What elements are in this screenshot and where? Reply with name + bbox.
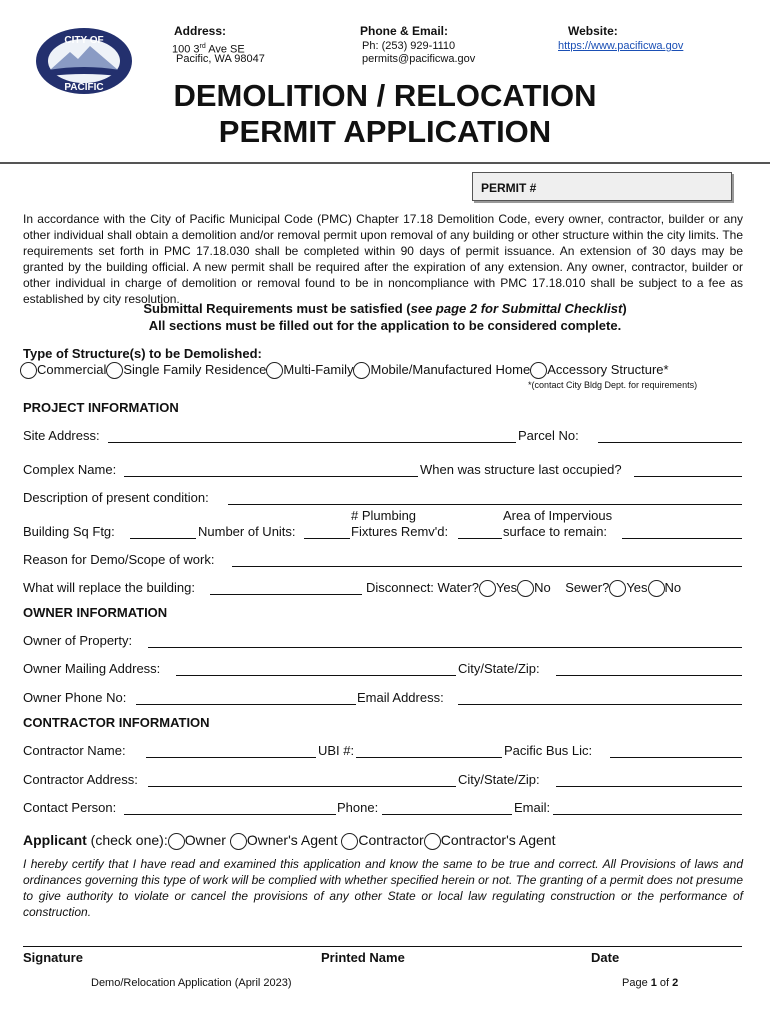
contractor-info-heading: CONTRACTOR INFORMATION — [23, 715, 210, 730]
bus-lic-label: Pacific Bus Lic: — [504, 743, 593, 758]
num-units-field[interactable] — [304, 538, 350, 539]
replace-label: What will replace the building: — [23, 580, 195, 595]
impervious-field[interactable] — [622, 538, 742, 539]
sewer-yes-radio[interactable] — [609, 580, 626, 597]
phone-email-label: Phone & Email: — [360, 24, 449, 38]
logo-bottom-text: PACIFIC — [64, 82, 104, 93]
submittal-requirements: Submittal Requirements must be satisfied (see page 2 for Submittal Checklist) — [143, 301, 627, 316]
phone-number: Ph: (253) 929-1110 — [362, 40, 456, 52]
contractor-phone-field[interactable] — [382, 814, 512, 815]
address-line2: Pacific, WA 98047 — [176, 53, 265, 65]
bus-lic-field[interactable] — [610, 757, 742, 758]
last-occupied-label: When was structure last occupied? — [420, 462, 622, 477]
address-line1: 100 3rd Ave SE — [172, 43, 245, 56]
owner-phone-field[interactable] — [136, 704, 356, 705]
radio-accessory-structure[interactable] — [530, 362, 547, 379]
contractor-city-field[interactable] — [556, 786, 742, 787]
ubi-field[interactable] — [356, 757, 502, 758]
applicant-owners-agent-radio[interactable] — [230, 833, 247, 850]
owner-city-label: City/State/Zip: — [458, 661, 540, 676]
water-yes-radio[interactable] — [479, 580, 496, 597]
parcel-no-label: Parcel No: — [518, 428, 579, 443]
printed-name-label: Printed Name — [321, 950, 405, 965]
applicant-label: Applicant — [23, 832, 87, 848]
owner-city-field[interactable] — [556, 675, 742, 676]
property-owner-field[interactable] — [148, 647, 742, 648]
page-number: Page 1 of 2 — [622, 977, 679, 989]
site-address-field[interactable] — [108, 442, 516, 443]
applicant-row: Applicant (check one): Owner Owner's Agent Contractor Contractor's Agent — [23, 832, 556, 848]
radio-single-family[interactable] — [106, 362, 123, 379]
header-divider — [0, 162, 770, 164]
contractor-name-label: Contractor Name: — [23, 743, 126, 758]
logo-top-text: CITY OF — [64, 35, 104, 46]
radio-mobile-home[interactable] — [353, 362, 370, 379]
signature-label: Signature — [23, 950, 83, 965]
website-link[interactable]: https://www.pacificwa.gov — [558, 40, 684, 52]
contractor-email-label: Email: — [514, 800, 551, 815]
last-occupied-field[interactable] — [634, 476, 742, 477]
website-label: Website: — [568, 24, 618, 38]
intro-paragraph: In accordance with the City of Pacific Municipal Code (PMC) Chapter 17.18 Demolition Code, every owner, contractor, builder or any other individual shall obtain a demolition and/or removal permit upon removal of any building or other structure within the city limits. The requirements set forth in PMC 17.18.030 shall be completed within 90 days of permit issuance. An extension of 30 days may be granted by the building official. A new permit shall be required after the expiration of any extension. Any owner, contractor, builder or other individual in charge of demolition or removal found to be in noncompliance with PMC 17.18.010 shall be subject to a fee as established by city resolution. — [23, 212, 743, 306]
contractor-name-field[interactable] — [146, 757, 316, 758]
parcel-no-field[interactable] — [598, 442, 742, 443]
signature-line[interactable] — [23, 946, 742, 947]
certification-statement: I hereby certify that I have read and examined this application and know the same to be true and correct. All Provisions of laws and ordinances governing this type of work will be complied with whether specified herein or not. The granting of a permit does not presume to give authority to violate or cancel the provisions of any other State or local law regulating construction or the performance of construction. — [23, 857, 743, 919]
plumbing-label-1: # Plumbing — [351, 508, 417, 523]
footer-form-name: Demo/Relocation Application (April 2023) — [91, 977, 292, 989]
complex-name-field[interactable] — [124, 476, 418, 477]
reason-label: Reason for Demo/Scope of work: — [23, 552, 215, 567]
impervious-label-1: Area of Impervious — [503, 508, 613, 523]
structure-note: *(contact City Bldg Dept. for requirements) — [528, 380, 698, 390]
date-label: Date — [591, 950, 620, 965]
radio-multi-family[interactable] — [266, 362, 283, 379]
plumbing-field[interactable] — [458, 538, 502, 539]
reason-field[interactable] — [232, 566, 742, 567]
submittal-note: All sections must be filled out for the application to be considered complete. — [148, 318, 622, 333]
building-sqft-field[interactable] — [130, 538, 196, 539]
plumbing-label-2: Fixtures Remv'd: — [351, 524, 449, 539]
sewer-no-radio[interactable] — [648, 580, 665, 597]
owner-info-heading: OWNER INFORMATION — [23, 605, 168, 620]
contractor-address-label: Contractor Address: — [23, 772, 138, 787]
contractor-email-field[interactable] — [553, 814, 742, 815]
applicant-contractor-radio[interactable] — [341, 833, 358, 850]
contractor-address-field[interactable] — [148, 786, 456, 787]
water-no-radio[interactable] — [517, 580, 534, 597]
email-address: permits@pacificwa.gov — [362, 53, 476, 65]
contractor-city-label: City/State/Zip: — [458, 772, 540, 787]
permit-number-label: PERMIT # — [481, 181, 537, 195]
building-sqft-label: Building Sq Ftg: — [23, 524, 115, 539]
applicant-owner-radio[interactable] — [168, 833, 185, 850]
owner-phone-label: Owner Phone No: — [23, 690, 127, 705]
structure-heading: Type of Structure(s) to be Demolished: — [23, 346, 262, 361]
replace-field[interactable] — [210, 594, 362, 595]
radio-commercial[interactable] — [20, 362, 37, 379]
condition-label: Description of present condition: — [23, 490, 209, 505]
owner-email-label: Email Address: — [357, 690, 444, 705]
impervious-label-2: surface to remain: — [503, 524, 608, 539]
complex-name-label: Complex Name: — [23, 462, 117, 477]
mailing-address-field[interactable] — [176, 675, 456, 676]
title-line2: PERMIT APPLICATION — [218, 114, 552, 149]
property-owner-label: Owner of Property: — [23, 633, 133, 648]
applicant-contractors-agent-radio[interactable] — [424, 833, 441, 850]
num-units-label: Number of Units: — [198, 524, 296, 539]
contact-person-field[interactable] — [124, 814, 336, 815]
project-info-heading: PROJECT INFORMATION — [23, 400, 179, 415]
mailing-address-label: Owner Mailing Address: — [23, 661, 161, 676]
permit-number-box[interactable] — [472, 172, 732, 201]
condition-field[interactable] — [228, 504, 742, 505]
contact-person-label: Contact Person: — [23, 800, 117, 815]
contractor-phone-label: Phone: — [337, 800, 379, 815]
ubi-label: UBI #: — [318, 743, 355, 758]
title-line1: DEMOLITION / RELOCATION — [173, 78, 597, 113]
address-label: Address: — [174, 24, 227, 38]
structure-options: Commercial Single Family Residence Multi-Family Mobile/Manufactured Home Accessory Structure* — [20, 362, 669, 379]
site-address-label: Site Address: — [23, 428, 100, 443]
disconnect-row: Disconnect: Water? Yes No Sewer? Yes No — [366, 580, 681, 597]
owner-email-field[interactable] — [458, 704, 742, 705]
